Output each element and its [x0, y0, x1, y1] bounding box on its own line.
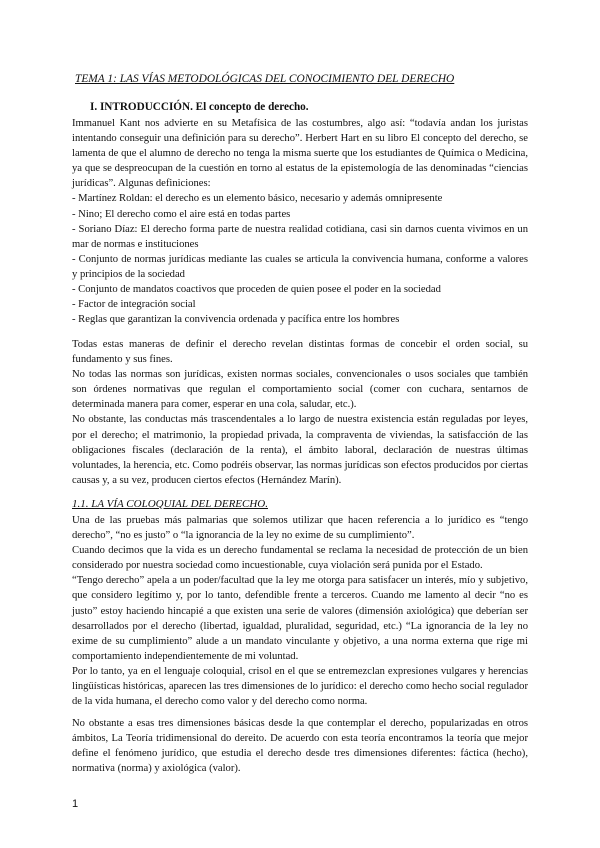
definition-item: - Conjunto de mandatos coactivos que proceden de quien posee el poder en la sociedad	[72, 284, 441, 296]
body-paragraph: No obstante, las conductas más trascendentales a lo largo de nuestra existencia están reguladas por leyes, por el derecho; el matrimonio, la propiedad privada, la compraventa de viviendas, la satisfacción de las obligaciones fiscales (declaración de la renta), el ámbito laboral, declaración de nuestras últimas voluntades, la herencia, etc. Como podréis observar, las normas jurídicas son efectos producidos por ciertas causas y, a su vez, producen ciertos efectos (Hernández Marín).	[72, 414, 528, 486]
section-heading-via-coloquial: 1.1. LA VÍA COLOQUIAL DEL DERECHO.	[72, 498, 268, 510]
body-paragraph: Una de las pruebas más palmarias que solemos utilizar que hacen referencia a lo jurídico es “tengo derecho”, “no es justo” o “la ignorancia de la ley no exime de su cumplimiento”.	[72, 515, 528, 542]
intro-paragraph: Immanuel Kant nos advierte en su Metafísica de las costumbres, algo así: “todavía andan los juristas intentando conseguir una definición para su derecho”. Herbert Hart en su libro El concepto del derecho, se lamenta de que el alumno de derecho no tenga la misma suerte que los estudiantes de Química o Medicina, ya que se despreocupan de la cuestión en torno al estatus de la epistemología de las denominadas “ciencias jurídicas”. Algunas definiciones:	[72, 118, 528, 190]
body-paragraph: Por lo tanto, ya en el lenguaje coloquial, crisol en el que se entremezclan expresiones vulgares y herencias lingüísticas históricas, aparecen las tres dimensiones de lo jurídico: el derecho como hecho social regulador de la vida humana, el derecho como valor y del derecho como norma.	[72, 665, 528, 708]
definition-item: - Martínez Roldan: el derecho es un elemento básico, necesario y además omnipresente	[72, 193, 443, 205]
definition-item: - Factor de integración social	[72, 299, 196, 311]
body-paragraph: “Tengo derecho” apela a un poder/facultad que la ley me otorga para satisfacer un interés, mío y subjetivo, que considero legítimo y, por lo tanto, defendible frente a terceros. Cuando me lamento al decir “no es justo” estoy haciendo hincapié a que existen una serie de valores (dimensión axiológica) que deberían ser desarrollados por el derecho (libertad, igualdad, pluralidad, seguridad, etc.) “La ignorancia de la ley no exime de su cumplimiento” alude a un mandato vinculante y objetivo, a una norma externa que rige mi comportamiento independientemente de mi voluntad.	[72, 575, 528, 662]
definition-item: - Nino; El derecho como el aire está en todas partes	[72, 208, 291, 220]
document-title: TEMA 1: LAS VÍAS METODOLÓGICAS DEL CONOCIMIENTO DEL DERECHO	[75, 73, 455, 85]
page-number: 1	[72, 798, 79, 810]
definition-item: - Soriano Díaz: El derecho forma parte de nuestra realidad cotidiana, casi sin darnos cuenta vivimos en un mar de normas e instituciones	[72, 223, 528, 250]
definition-item: - Conjunto de normas jurídicas mediante las cuales se articula la convivencia humana, conforme a valores y principios de la sociedad	[72, 253, 528, 280]
section-heading-introduccion: I. INTRODUCCIÓN. El concepto de derecho.	[90, 101, 309, 113]
body-paragraph: No todas las normas son jurídicas, existen normas sociales, convencionales o usos sociales que también son órdenes normativas que regulan el comportamiento social (comer con cuchara, sentarnos de determinada manera para comer, esperar en una cola, saludar, etc.).	[72, 369, 528, 411]
closing-paragraph: No obstante a esas tres dimensiones básicas desde la que contemplar el derecho, popularizadas en otros ámbitos, La Teoría tridimensional do dereito. De acuerdo con esta teoría encontramos la teoría que mejor define el fenómeno jurídico, que estudia el derecho desde tres dimensiones diferentes: fáctica (hecho), normativa (norma) y axiológica (valor).	[72, 718, 528, 775]
via-coloquial-block	[72, 513, 528, 709]
closing-block	[72, 716, 528, 776]
body-paragraph: Todas estas maneras de definir el derecho revelan distintas formas de concebir el orden social, su fundamento y sus fines.	[72, 339, 528, 366]
definition-item: - Reglas que garantizan la convivencia ordenada y pacífica entre los hombres	[72, 314, 400, 326]
intro-discussion-block	[72, 337, 528, 488]
body-paragraph: Cuando decimos que la vida es un derecho fundamental se reclama la necesidad de protección de un bien considerado por nuestra sociedad como incuestionable, cuya violación será punida por el Estado.	[72, 545, 528, 572]
intro-block	[72, 116, 528, 327]
